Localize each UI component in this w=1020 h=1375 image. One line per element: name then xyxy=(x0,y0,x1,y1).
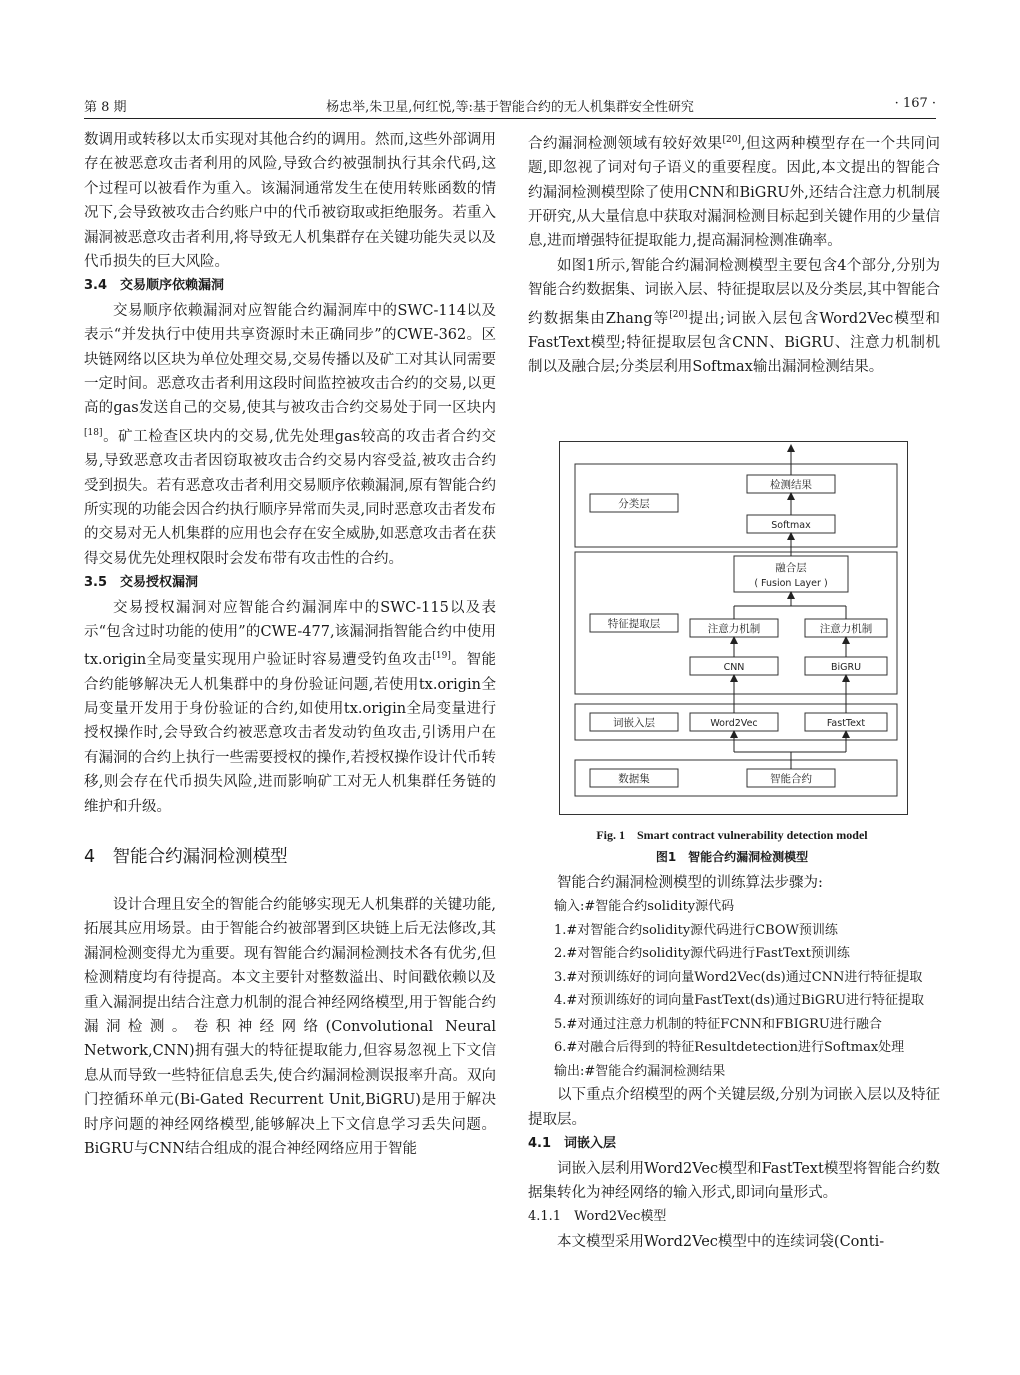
page-number: · 167 · xyxy=(894,96,936,111)
algorithm-step: 4.#对预训练好的词向量FastText(ds)通过BiGRU进行特征提取 xyxy=(554,993,924,1009)
citation: [19] xyxy=(432,651,451,662)
label-bigru: BiGRU xyxy=(830,662,862,673)
paragraph: 词嵌入层利用Word2Vec模型和FastText模型将智能合约数据集转化为神经网络的输入形式,即词向量形式。 xyxy=(528,1160,940,1202)
section-4-1-1-heading: 4.1.1 Word2Vec模型 xyxy=(528,1209,667,1225)
label-attention-2: 注意力机制 xyxy=(819,623,873,635)
label-word2vec: Word2Vec xyxy=(710,718,758,729)
figure-caption-en: Fig. 1 Smart contract vulnerability detection model xyxy=(596,828,868,842)
algorithm-step: 3.#对预训练好的词向量Word2Vec(ds)通过CNN进行特征提取 xyxy=(554,969,923,985)
figure-caption-cn: 图1 智能合约漏洞检测模型 xyxy=(655,850,809,864)
section-3-4-heading: 3.4 交易顺序依赖漏洞 xyxy=(84,278,225,294)
paragraph: 交易授权漏洞对应智能合约漏洞库中的SWC-115以及表示“包含过时功能的使用”的CWE-477,该漏洞指智能合约中使用tx.origin全局变量实现用户验证时容易遭受钓鱼攻击[19]。智能合约能够解决无人机集群中的身份验证问题,若使用tx.origin全局变量开发用于身份验证的合约,如使用tx.origin全局变量进行授权操作时,会导致合约被恶意攻击者发动钓鱼攻击,引诱用户在有漏洞的合约上执行一些需要授权的操作,若授权操作设计代币转移,则会存在代币损失风险,进而影响矿工对无人机集群任务链的维护和升级。 xyxy=(84,599,497,815)
section-3-5-heading: 3.5 交易授权漏洞 xyxy=(84,575,199,591)
citation: [20] xyxy=(669,309,688,320)
label-attention-1: 注意力机制 xyxy=(707,623,761,635)
figure-1 xyxy=(559,441,908,815)
algorithm-step: 输出:#智能合约漏洞检测结果 xyxy=(554,1063,726,1079)
label-embedding-layer: 词嵌入层 xyxy=(613,717,655,729)
label-softmax: Softmax xyxy=(771,520,811,531)
running-title: 杨忠举,朱卫星,何红悦,等:基于智能合约的无人机集群安全性研究 xyxy=(326,100,694,115)
paragraph: 智能合约漏洞检测模型的训练算法步骤为: xyxy=(557,875,823,891)
label-detection-result: 检测结果 xyxy=(770,479,812,491)
label-fasttext: FastText xyxy=(826,718,866,729)
label-cnn: CNN xyxy=(723,662,745,673)
label-dataset-layer: 数据集 xyxy=(618,773,650,785)
issue-number: 第 8 期 xyxy=(84,100,127,115)
paragraph: 如图1所示,智能合约漏洞检测模型主要包含4个部分,分别为智能合约数据集、词嵌入层、特征提取层以及分类层,其中智能合约数据集由Zhang等[20]提出;词嵌入层包含Word2Vec模型和FastText模型;特征提取层包含CNN、BiGRU、注意力机制机制以及融合层;分类层利用Softmax输出漏洞检测结果。 xyxy=(528,257,940,376)
paragraph: 数调用或转移以太币实现对其他合约的调用。然而,这些外部调用存在被恶意攻击者利用的风险,导致合约被强制执行其余代码,这个过程可以被看作为重入。该漏洞通常发生在使用转账函数的情况下,会导致被攻击合约账户中的代币被窃取或拒绝服务。若重入漏洞被恶意攻击者利用,将导致无人机集群存在关键功能失灵以及代币损失的巨大风险。 xyxy=(84,132,496,271)
citation: [18] xyxy=(84,427,103,438)
model-diagram xyxy=(560,442,907,814)
label-fusion-layer: 融合层 xyxy=(775,562,807,574)
paragraph: 本文模型采用Word2Vec模型中的连续词袋(Conti- xyxy=(557,1233,885,1250)
paragraph: 合约漏洞检测领域有较好效果[20],但这两种模型存在一个共同问题,即忽视了词对句子语义的重要程度。因此,本文提出的智能合约漏洞检测模型除了使用CNN和BiGRU外,还结合注意力机制展开研究,从大量信息中获取对漏洞检测目标起到关键作用的少量信息,进而增强特征提取能力,提高漏洞检测准确率。 xyxy=(528,135,940,250)
algorithm-step: 2.#对智能合约solidity源代码进行FastText预训练 xyxy=(554,946,850,962)
label-fusion-layer-en: ( Fusion Layer ) xyxy=(754,578,828,589)
algorithm-step: 5.#对通过注意力机制的特征FCNN和FBIGRU进行融合 xyxy=(554,1016,882,1032)
header-rule xyxy=(84,118,936,119)
algorithm-step: 6.#对融合后得到的特征Resultdetection进行Softmax处理 xyxy=(554,1040,905,1056)
section-4-heading: 4 智能合约漏洞检测模型 xyxy=(84,847,288,868)
citation: [20] xyxy=(722,135,741,145)
right-column-bottom xyxy=(528,871,940,1254)
label-classification-layer: 分类层 xyxy=(618,498,650,510)
right-column-top xyxy=(528,128,940,380)
label-feature-layer: 特征提取层 xyxy=(607,618,661,630)
paragraph: 以下重点介绍模型的两个关键层级,分别为词嵌入层以及特征提取层。 xyxy=(528,1087,940,1128)
left-column xyxy=(84,128,496,1162)
algorithm-step: 输入:#智能合约solidity源代码 xyxy=(554,899,735,915)
algorithm-step: 1.#对智能合约solidity源代码进行CBOW预训练 xyxy=(554,922,838,938)
label-smart-contract: 智能合约 xyxy=(770,773,812,785)
paragraph: 设计合理且安全的智能合约能够实现无人机集群的关键功能,拓展其应用场景。由于智能合约被部署到区块链上后无法修改,其漏洞检测变得尤为重要。现有智能合约漏洞检测技术各有优劣,但检测精度均有待提高。本文主要针对整数溢出、时间戳依赖以及重入漏洞提出结合注意力机制的混合神经网络模型,用于智能合约漏洞检测。卷积神经网络(Convolutional Neural Network,CNN)拥有强大的特征提取能力,但容易忽视上下文信息从而导致一些特征信息丢失,使合约漏洞检测误报率升高。双向门控循环单元(Bi-Gated Recurrent Unit,BiGRU)是用于解决时序问题的神经网络模型,能够解决上下文信息学习丢失问题。BiGRU与CNN结合组成的混合神经网络应用于智能 xyxy=(84,897,496,1158)
section-4-1-heading: 4.1 词嵌入层 xyxy=(528,1136,617,1152)
paragraph: 交易顺序依赖漏洞对应智能合约漏洞库中的SWC-114以及表示“并发执行中使用共享资源时未正确同步”的CWE-362。区块链网络以区块为单位处理交易,交易传播以及矿工对其认同需要一定时间。恶意攻击者利用这段时间监控被攻击合约的交易,以更高的gas发送自己的交易,使其与被攻击合约交易处于同一区块内[18]。矿工检查区块内的交易,优先处理gas较高的攻击者合约交易,导致恶意攻击者因窃取被攻击合约交易内容受益,被攻击合约受到损失。若有恶意攻击者利用交易顺序依赖漏洞,原有智能合约所实现的功能会因合约执行顺序异常而失灵,同时恶意攻击者发布的交易对无人机集群的应用也会存在安全威胁,如恶意攻击者在获得交易优先处理权限时会发布带有攻击性的合约。 xyxy=(84,302,496,567)
